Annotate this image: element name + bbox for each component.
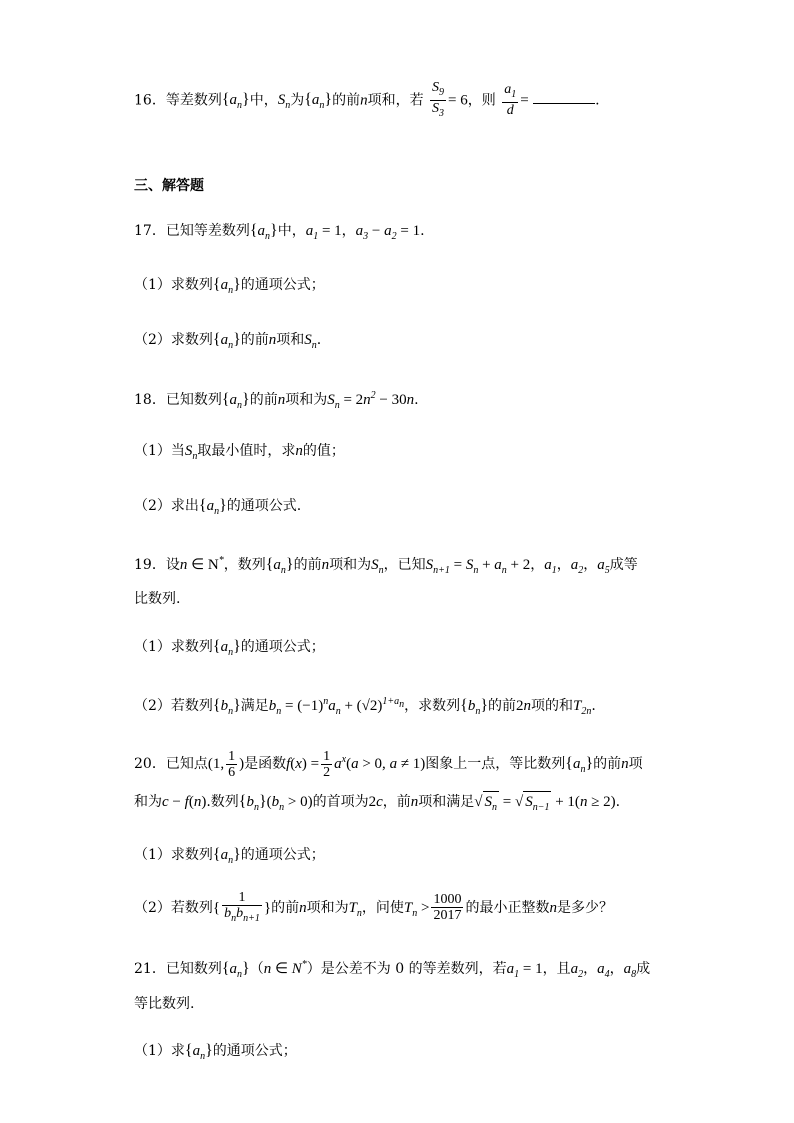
text: 项和为: [285, 392, 328, 408]
question-20-part-2: （2）若数列{ $\frac{1}{b_nb_{n+1}}$ }的前n项和为$T_n$，问使$T_n$ > $\frac{1000}{2017}$ 的最小正整数n是多少？: [134, 890, 613, 924]
text: 项和为: [306, 899, 349, 916]
question-number: 19．: [134, 557, 166, 573]
text: （2）求数列: [134, 332, 213, 348]
question-number: 17．: [134, 223, 166, 239]
text: 的通项公式；: [240, 277, 325, 293]
text: 已知数列: [165, 961, 222, 977]
fraction-a1-d: $\frac{a_1}{d}$: [504, 82, 517, 119]
text: 设: [165, 557, 180, 573]
text: 等差数列: [165, 92, 222, 109]
question-16: 16．等差数列$\{a_n\}$中，$S_n$为$\{a_n\}$的前n项和，若 $\frac{S_9}{S_3}$ = 6，则 $\frac{a_1}{d}$ = .: [134, 80, 600, 119]
text: （1）当: [134, 443, 185, 459]
text: 的前: [332, 92, 361, 109]
text: 的通项公式；: [212, 1043, 297, 1059]
text: （2）求出: [134, 498, 199, 514]
question-number: 21．: [134, 961, 166, 977]
text: （1）求数列: [134, 639, 213, 655]
question-17: 17．已知等差数列$\{a_n\}$中，$a_1 = 1$，$a_3 - a_2 = 1$.: [134, 222, 425, 242]
text: （1）求数列: [134, 277, 213, 293]
question-20-part-1: （1）求数列$\{a_n\}$的通项公式；: [134, 846, 325, 866]
text: （: [249, 961, 264, 977]
text: 项和: [276, 332, 305, 348]
question-21: 21．已知数列$\{a_n\}(n$ ∈ N*）是公差不为 0 的等差数列，若$a_1 = 1$，且$a_2$，$a_4$，$a_8$成: [134, 959, 651, 980]
question-19: 19．设n ∈ N*，数列$\{a_n\}$的前n项和为$S_n$，已知$S_{n+1} = S_n + a_n + 2$，$a_1$，$a_2$，$a_5$成等: [134, 555, 638, 576]
text: 已知数列: [165, 392, 222, 408]
text: （1）求: [134, 1043, 185, 1059]
text: 的前: [249, 392, 278, 408]
text: 项和，若: [367, 92, 424, 109]
text: 项和为: [329, 557, 372, 573]
question-21-cont: [134, 994, 194, 1014]
text: 已知等差数列: [165, 223, 250, 239]
question-number: 18．: [134, 392, 166, 408]
text: ，且: [542, 961, 571, 977]
text: 是函数: [244, 756, 287, 772]
fraction-1-2: $\frac{1}{2}$: [323, 748, 331, 780]
text: 中，: [277, 223, 306, 239]
question-18-part-1: （1）当$S_n$取最小值时，求n的值；: [134, 443, 345, 462]
section-heading: 三、解答题: [134, 178, 204, 194]
fraction-1-6: $\frac{1}{6}$: [228, 748, 236, 780]
text: 中，: [249, 92, 278, 109]
text: 图象上一点，等比数列: [425, 756, 566, 772]
text: 的前: [593, 756, 622, 772]
text: ，问使: [361, 899, 404, 916]
text: 项: [628, 756, 643, 772]
text: 等比数列.: [134, 996, 195, 1012]
question-17-part-2: （2）求数列$\{a_n\}$的前n项和$S_n$.: [134, 331, 322, 351]
text: 为: [290, 92, 305, 109]
text: 的首项为: [312, 794, 369, 810]
question-19-cont: [134, 589, 180, 609]
text: 的通项公式；: [240, 847, 325, 863]
text: .数列: [206, 794, 239, 810]
text: 的通项公式；: [240, 639, 325, 655]
text: 成等: [609, 557, 638, 573]
fraction-1-bnbn1: $\frac{1}{b_nb_{n+1}}$: [224, 890, 260, 924]
question-17-part-1: （1）求数列$\{a_n\}$的通项公式；: [134, 276, 325, 296]
text: ，则: [467, 92, 496, 109]
question-18: 18．已知数列$\{a_n\}$的前n项和为$S_n = 2n^2 - 30n$.: [134, 390, 419, 411]
text: 的前: [271, 899, 300, 916]
question-20: 20．已知点(1, $\frac{1}{6}$ )是函数f(x) = $\frac{1}{2}$ $a^x(a > 0$, a ≠ 1)图象上一点，等比数列$\{a_n\}$的前n项: [134, 748, 643, 780]
text: 成: [636, 961, 651, 977]
text: 的前: [240, 332, 269, 348]
text: （1）求数列: [134, 847, 213, 863]
fraction-1000-2017: $\frac{1000}{2017}$: [433, 892, 462, 924]
text: 项的和: [531, 698, 574, 714]
question-19-part-2: （2）若数列$\{b_n\}$满足$b_n = (-1)^na_n + (√2)^{1+a_n}$，求数列$\{b_n\}$的前2n项的和$T_{2n}$.: [134, 696, 596, 717]
text: ，前: [382, 794, 411, 810]
text: ，已知: [383, 557, 426, 573]
text: 和为: [134, 794, 162, 810]
question-20-cont: 和为c − f(n).数列$\{b_n\}(b_n > 0)$的首项为2c，前n项和满足√ $S_n$ = √ $S_{n-1} + 1(n \ge 2)$.: [134, 791, 620, 818]
text: ，求数列: [404, 698, 461, 714]
fraction-s9-s3: $\frac{S_9}{S_3}$: [432, 80, 445, 119]
text: 的前: [488, 698, 517, 714]
question-number: 20．: [134, 756, 166, 772]
text: 的最小正整数: [465, 899, 550, 916]
text: 是多少？: [556, 899, 613, 916]
answer-blank[interactable]: [533, 89, 595, 104]
question-19-part-1: （1）求数列$\{a_n\}$的通项公式；: [134, 638, 325, 658]
text: 的通项公式.: [226, 498, 302, 514]
question-21-part-1: （1）求$\{a_n\}$的通项公式；: [134, 1042, 297, 1062]
text: 满足: [240, 698, 269, 714]
text: 项和满足: [418, 794, 475, 810]
text: （2）若数列: [134, 698, 213, 714]
text: 的值；: [302, 443, 345, 459]
text: 比数列.: [134, 591, 181, 607]
text: ，数列: [223, 557, 266, 573]
text: ）是公差不为 0 的等差数列，若: [306, 961, 507, 977]
text: 已知点: [165, 756, 208, 772]
text: （2）若数列: [134, 899, 213, 916]
question-number: 16．: [134, 92, 166, 109]
text: 取最小值时，求: [197, 443, 296, 459]
question-18-part-2: （2）求出$\{a_n\}$的通项公式.: [134, 497, 302, 517]
text: 的前: [293, 557, 322, 573]
